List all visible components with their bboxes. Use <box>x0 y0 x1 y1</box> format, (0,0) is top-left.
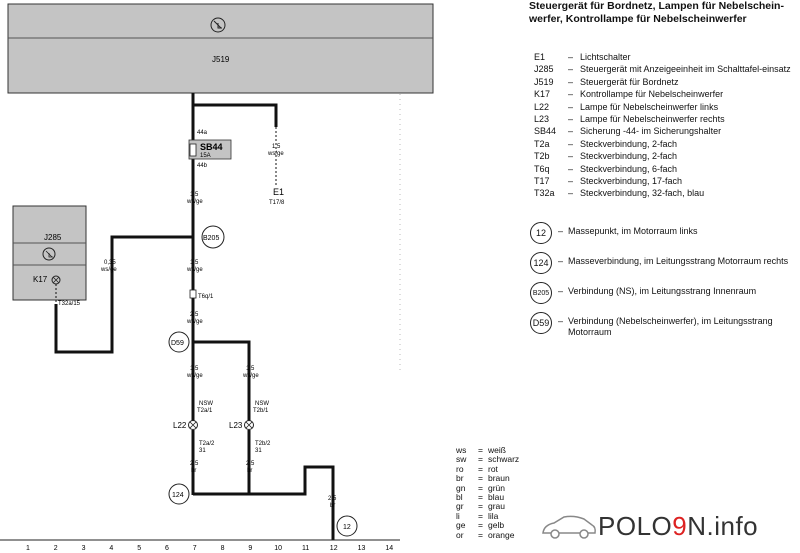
grid-number: 14 <box>385 545 394 552</box>
grid-number: 12 <box>329 545 338 552</box>
legend-dash: – <box>568 52 574 62</box>
legend-item <box>534 76 796 88</box>
grid-number: 3 <box>81 545 86 552</box>
legend-desc: Kontrollampe für Nebelscheinwerfer <box>580 89 724 100</box>
legend-item <box>534 163 796 175</box>
nsw-right: NSW <box>255 401 269 407</box>
main-wire-size-3: 2,5 <box>190 312 199 318</box>
grid-number: 7 <box>192 545 197 552</box>
left-wire-color: ws/ge <box>187 373 203 379</box>
connection-bubble: 124 <box>530 252 552 274</box>
nsw-left: NSW <box>199 401 213 407</box>
color-abbr: sw <box>456 454 467 465</box>
color-eq: = <box>478 492 483 503</box>
ground-12-color: br <box>330 503 336 509</box>
legend-code: T2b <box>534 151 550 162</box>
wire-color-item <box>456 531 519 540</box>
e1-label: E1 <box>273 187 285 197</box>
t6q-pin: T6q/1 <box>198 294 214 300</box>
legend-item <box>534 63 796 75</box>
legend-dash: – <box>558 256 564 266</box>
color-abbr: ws <box>456 445 467 455</box>
color-abbr: bl <box>456 492 463 503</box>
legend-dash: – <box>568 126 574 137</box>
legend-dash: – <box>558 286 564 296</box>
connection-legend <box>530 222 796 346</box>
connection-bubble: B205 <box>530 282 552 304</box>
grid-number: 13 <box>357 545 366 552</box>
legend-dash: – <box>568 176 574 187</box>
sb44-label: SB44 <box>200 142 223 152</box>
legend-dash: – <box>568 89 574 100</box>
color-name: blau <box>488 492 505 503</box>
t6q-connector <box>190 290 196 298</box>
legend-item <box>534 101 796 113</box>
ground-bus <box>193 467 336 540</box>
color-name: braun <box>488 473 510 484</box>
main-wire-size-2: 1,5 <box>190 260 199 266</box>
legend-dash: – <box>568 76 574 87</box>
grid-number: 10 <box>274 545 282 552</box>
legend-item <box>534 51 796 63</box>
legend-dash: – <box>568 101 574 112</box>
legend-item <box>534 187 796 199</box>
color-name: grün <box>488 482 506 493</box>
legend-desc: Steuergerät mit Anzeigeeinheit im Schalttafel-einsatz <box>580 64 791 75</box>
grid-number: 2 <box>53 545 58 552</box>
l23-lamp-icon <box>245 421 254 430</box>
grid-number: 4 <box>109 545 114 552</box>
j285-box <box>13 206 86 300</box>
connection-desc: Masseverbindung, im Leitungsstrang Motorraum rechts <box>568 256 789 266</box>
legend-desc: Lampe für Nebelscheinwerfer rechts <box>580 114 725 125</box>
color-name: orange <box>488 529 515 540</box>
color-name: grau <box>488 501 506 512</box>
wire-color-legend <box>456 446 519 540</box>
ground-right-color: br <box>247 468 253 474</box>
legend-item <box>534 175 796 187</box>
legend-dash: – <box>568 64 574 75</box>
color-abbr: li <box>456 510 460 521</box>
color-name: schwarz <box>488 454 520 465</box>
grid-number: 8 <box>220 545 225 552</box>
connection-legend-item <box>530 312 796 338</box>
pin-44a: 44a <box>197 130 208 136</box>
ground-12-label: 12 <box>343 524 351 531</box>
grid-numbers <box>26 545 393 552</box>
color-eq: = <box>478 482 483 493</box>
car-icon <box>540 513 598 541</box>
grid-number: 9 <box>248 545 253 552</box>
legend-code: T32a <box>534 188 555 199</box>
connection-desc: Verbindung (Nebelscheinwerfer), im Leitungsstrang Motorraum <box>568 316 773 337</box>
legend-desc: Steckverbindung, 2-fach <box>580 138 678 149</box>
legend-code: J519 <box>534 76 554 87</box>
k17-label: K17 <box>33 275 48 284</box>
color-abbr: br <box>456 473 464 484</box>
legend-item <box>534 113 796 125</box>
t2b1-pin: T2b/1 <box>253 408 269 414</box>
t2b2-pin: T2b/2 <box>255 441 271 447</box>
j285-label: J285 <box>44 233 62 242</box>
legend-desc: Steckverbindung, 2-fach <box>580 151 678 162</box>
legend-desc: Lampe für Nebelscheinwerfer links <box>580 101 719 112</box>
legend-desc: Steckverbindung, 6-fach <box>580 163 678 174</box>
ground-12-size: 2,5 <box>328 496 337 502</box>
legend-item <box>534 138 796 150</box>
k17-wire-color: ws/ge <box>101 267 117 273</box>
d59-label: D59 <box>171 340 184 347</box>
color-eq: = <box>478 510 483 521</box>
legend-desc: Sicherung -44- im Sicherungshalter <box>580 126 722 137</box>
l22-label: L22 <box>173 421 187 430</box>
j519-box <box>8 4 433 93</box>
color-eq: = <box>478 529 483 540</box>
legend-dash: – <box>568 188 574 199</box>
legend-desc: Steuergerät für Bordnetz <box>580 76 679 87</box>
right-wire-color: ws/ge <box>243 373 259 379</box>
legend-dash: – <box>568 114 574 125</box>
connection-bubble: D59 <box>530 312 552 334</box>
fuse-element <box>190 144 196 156</box>
t2a2-pin: T2a/2 <box>199 441 215 447</box>
legend-dash: – <box>568 151 574 162</box>
e1-pin: T17/8 <box>269 200 285 206</box>
connection-legend-item <box>530 252 796 274</box>
color-eq: = <box>478 454 483 465</box>
color-abbr: gr <box>456 501 464 512</box>
pin-44b: 44b <box>197 163 208 169</box>
j519-label: J519 <box>212 55 230 64</box>
color-abbr: gn <box>456 482 466 493</box>
connection-legend-item <box>530 222 796 244</box>
color-abbr: or <box>456 529 464 540</box>
legend-desc: Lichtschalter <box>580 52 631 62</box>
pin31-right: 31 <box>255 448 262 454</box>
legend-dash: – <box>558 226 564 236</box>
b205-label: B205 <box>203 235 220 242</box>
left-wire-size: 1,5 <box>190 366 199 372</box>
main-wire-color-2: ws/ge <box>187 267 203 273</box>
color-name: weiß <box>488 445 506 455</box>
legend-code: K17 <box>534 89 551 100</box>
color-name: rot <box>488 463 498 474</box>
l23-label: L23 <box>229 421 243 430</box>
ground-right-size: 2,5 <box>246 461 255 467</box>
ground-124-label: 124 <box>172 492 184 499</box>
e1-wire-size: 1,5 <box>272 144 281 150</box>
legend-code: T17 <box>534 176 550 187</box>
t32a-pin: T32a/15 <box>58 301 81 307</box>
connection-desc: Verbindung (NS), im Leitungsstrang Innenraum <box>568 286 757 296</box>
grid-number: 1 <box>26 545 30 552</box>
main-wire-color-3: ws/ge <box>187 319 203 325</box>
l22-lamp-icon <box>189 421 198 430</box>
t2a1-pin: T2a/1 <box>197 408 213 414</box>
supply-wire <box>193 93 276 127</box>
grid-number: 5 <box>137 545 142 552</box>
logo-text: POLO9N.info <box>598 511 759 541</box>
sb44-amp: 15A <box>200 153 211 159</box>
component-legend <box>534 51 796 200</box>
grid-number: 11 <box>302 545 310 552</box>
grid-number: 6 <box>165 545 169 552</box>
e1-wire-color: ws/ge <box>268 151 284 157</box>
diagram-title: Steuergerät für Bordnetz, Lampen für Nebelschein- werfer, Kontrollampe für Nebelscheinwerfer <box>529 0 784 25</box>
color-eq: = <box>478 463 483 474</box>
color-name: gelb <box>488 520 505 531</box>
legend-item <box>534 125 796 137</box>
legend-code: L22 <box>534 101 550 112</box>
main-wire-color-1: ws/ge <box>187 199 203 205</box>
legend-code: T2a <box>534 138 550 149</box>
legend-item <box>534 88 796 100</box>
legend-code: L23 <box>534 114 550 125</box>
color-eq: = <box>478 520 483 531</box>
connection-desc: Massepunkt, im Motorraum links <box>568 226 698 236</box>
legend-code: E1 <box>534 52 546 62</box>
color-abbr: ro <box>456 463 464 474</box>
connection-bubble: 12 <box>530 222 552 244</box>
pin31-left: 31 <box>199 448 206 454</box>
legend-desc: Steckverbindung, 32-fach, blau <box>580 188 705 199</box>
color-eq: = <box>478 501 483 512</box>
k17-wire-size: 0,35 <box>104 260 116 266</box>
legend-code: J285 <box>534 64 554 75</box>
ground-left-color: br <box>191 468 197 474</box>
main-wire-size-1: 1,5 <box>190 192 199 198</box>
polo9n-logo <box>540 511 758 542</box>
right-wire-size: 1,5 <box>246 366 255 372</box>
ground-left-size: 2,5 <box>190 461 199 467</box>
color-eq: = <box>478 445 483 455</box>
color-abbr: ge <box>456 520 466 531</box>
legend-code: SB44 <box>534 126 557 137</box>
connection-legend-item <box>530 282 796 304</box>
legend-dash: – <box>568 138 574 149</box>
legend-dash: – <box>568 163 574 174</box>
color-name: lila <box>488 510 499 521</box>
legend-code: T6q <box>534 163 550 174</box>
legend-dash: – <box>558 316 564 326</box>
color-eq: = <box>478 473 483 484</box>
legend-item <box>534 150 796 162</box>
legend-desc: Steckverbindung, 17-fach <box>580 176 683 187</box>
